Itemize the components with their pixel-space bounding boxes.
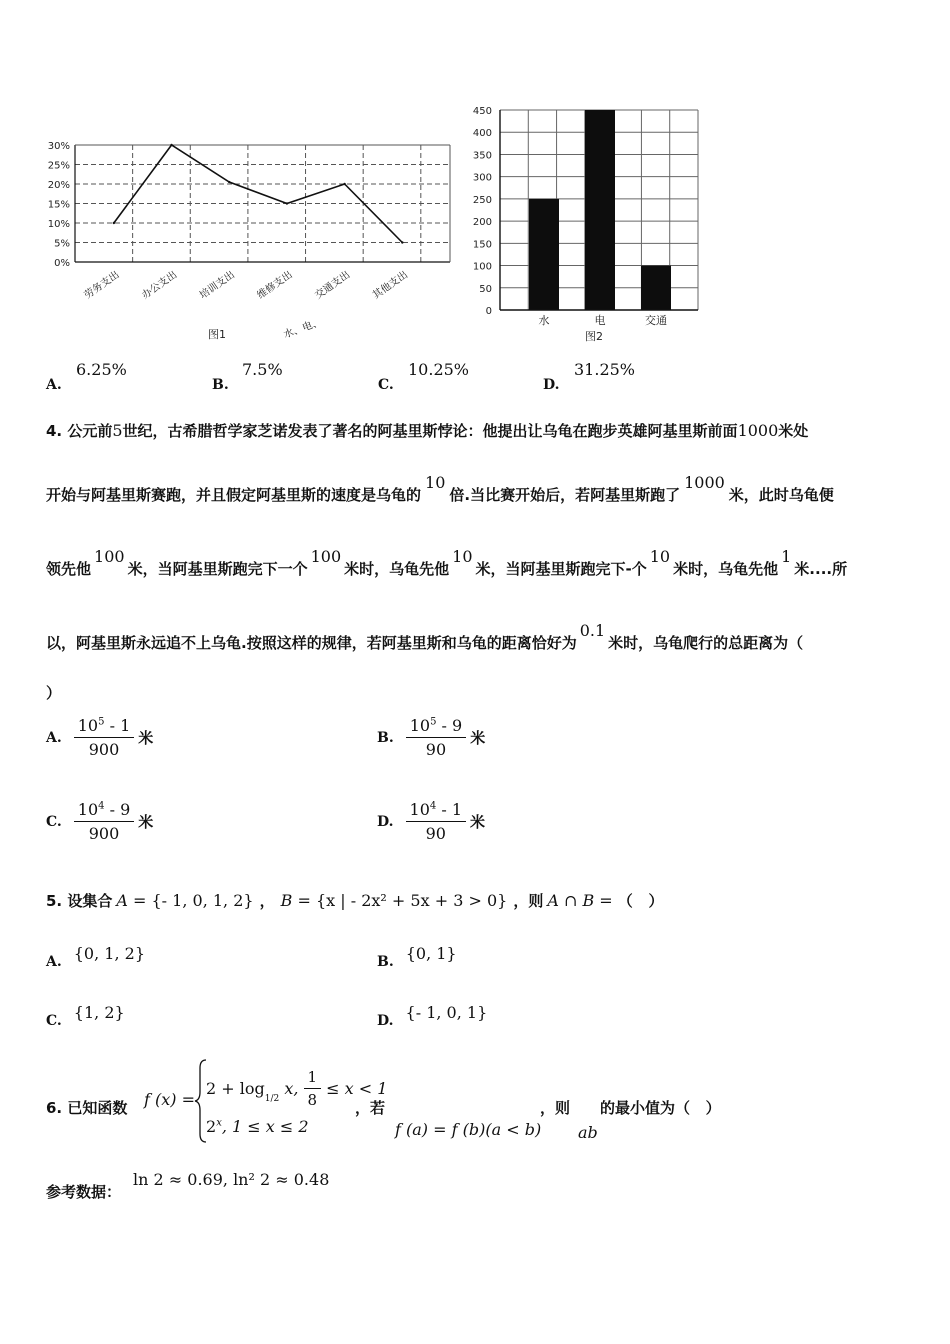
bar bbox=[641, 266, 671, 310]
x-tick-label: 水 bbox=[538, 314, 550, 327]
fraction-numerator bbox=[406, 716, 467, 738]
x-tick-label: 劳务支出 bbox=[82, 269, 122, 302]
reference-data-label: 参考数据： bbox=[46, 1183, 122, 1201]
q5-option-a[interactable] bbox=[46, 944, 145, 970]
y-tick-label: 150 bbox=[472, 239, 492, 251]
data-point bbox=[228, 181, 230, 183]
q4-number: 5 bbox=[112, 421, 123, 440]
q4-number: 100 bbox=[310, 547, 342, 566]
q5-stem bbox=[46, 890, 663, 911]
q6-prefix: 6. 已知函数 bbox=[46, 1099, 128, 1117]
case1-variable: x, bbox=[279, 1079, 304, 1098]
y-tick-label: 20% bbox=[47, 180, 70, 191]
num-base: 10 bbox=[409, 716, 431, 735]
fraction-denominator: 900 bbox=[88, 740, 120, 759]
q4-line-2 bbox=[46, 473, 834, 505]
q3-option-d-value: 31.25% bbox=[574, 360, 636, 379]
q5-option-letter: C. bbox=[46, 1012, 62, 1029]
y-tick-label: 300 bbox=[472, 172, 492, 184]
data-point bbox=[286, 202, 288, 204]
intersection-expression: A ∩ B = bbox=[547, 891, 618, 910]
q4-line-5: ） bbox=[46, 684, 62, 702]
line-chart-grid bbox=[75, 145, 450, 262]
q4-text: 倍.当比赛开始后，若阿基里斯跑了 bbox=[449, 486, 681, 504]
y-tick-label: 400 bbox=[472, 128, 492, 140]
q4-number: 1000 bbox=[684, 473, 725, 492]
q4-text: 4. 公元前 bbox=[46, 422, 113, 440]
bar bbox=[585, 110, 615, 310]
y-tick-label: 250 bbox=[472, 194, 492, 206]
q4-text: 米时，乌龟爬行的总距离为（ bbox=[608, 634, 804, 652]
x-tick-label: 维修支出 bbox=[255, 269, 295, 302]
q4-text: 米处 bbox=[778, 422, 809, 440]
q4-text: 米，当阿基里斯跑完下一个 bbox=[127, 560, 308, 578]
q4-text: 米，此时乌龟便 bbox=[728, 486, 834, 504]
q4-option-fraction bbox=[406, 716, 467, 759]
line-chart-figure1 bbox=[30, 130, 470, 350]
q4-number: 1 bbox=[781, 547, 792, 566]
q4-line-1 bbox=[46, 420, 808, 441]
q5-option-b[interactable] bbox=[377, 944, 457, 970]
q6-if: ，若 bbox=[355, 1099, 386, 1117]
q3-option-letter: C. bbox=[378, 377, 394, 393]
num-exponent: 4 bbox=[429, 800, 437, 812]
case1-fraction bbox=[304, 1068, 322, 1109]
q6-function-name: f (x) = bbox=[144, 1090, 196, 1109]
num-exponent: 5 bbox=[430, 716, 437, 728]
comma: ， bbox=[259, 892, 275, 910]
q4-line-4 bbox=[46, 621, 804, 653]
data-point bbox=[170, 144, 172, 146]
num-exponent: 5 bbox=[98, 716, 105, 728]
line-chart-title: 图1 bbox=[208, 328, 226, 341]
fraction-denominator: 8 bbox=[307, 1091, 318, 1109]
fraction-denominator: 90 bbox=[425, 740, 447, 759]
line-chart-note: 水、电、 bbox=[282, 316, 324, 341]
data-point bbox=[343, 183, 345, 185]
piecewise-case-2 bbox=[206, 1117, 309, 1136]
num-base: 10 bbox=[409, 800, 430, 819]
q5-option-letter: D. bbox=[377, 1012, 394, 1029]
q4-option-letter: C. bbox=[46, 813, 62, 830]
unit-label: 米 bbox=[470, 729, 486, 747]
equals-sign: = bbox=[292, 891, 316, 910]
x-tick-label: 其他支出 bbox=[370, 269, 411, 302]
bar bbox=[529, 199, 559, 310]
q3-option-letter: A. bbox=[46, 377, 62, 393]
fraction-numerator bbox=[74, 800, 135, 822]
y-tick-label: 450 bbox=[472, 106, 492, 117]
q4-text: 米....所 bbox=[794, 560, 848, 578]
y-tick-label: 0% bbox=[54, 258, 70, 269]
equals-sign: = bbox=[127, 891, 152, 910]
q4-number: 1000 bbox=[737, 421, 779, 440]
q3-option-a[interactable] bbox=[46, 374, 62, 393]
case2-condition: , 1 ≤ x ≤ 2 bbox=[221, 1117, 309, 1136]
q3-option-a-value: 6.25% bbox=[76, 360, 127, 379]
q4-option-a[interactable] bbox=[46, 716, 153, 759]
bar-chart-x-ticks bbox=[539, 313, 668, 327]
q5-option-value: {- 1, 0, 1} bbox=[405, 1003, 488, 1022]
y-tick-label: 100 bbox=[472, 261, 492, 273]
case1-condition: ≤ x < 1 bbox=[321, 1079, 388, 1098]
line-chart-series bbox=[113, 144, 404, 244]
num-rest: - 1 bbox=[104, 716, 131, 735]
q3-option-b[interactable] bbox=[212, 374, 229, 393]
q4-option-fraction bbox=[74, 800, 135, 843]
q4-number: 0.1 bbox=[579, 621, 606, 640]
bar-chart-figure2 bbox=[465, 100, 715, 345]
y-tick-label: 50 bbox=[479, 283, 492, 295]
case2-exponent: x bbox=[216, 1117, 222, 1129]
q5-option-c[interactable] bbox=[46, 1003, 125, 1029]
q5-option-value: {1, 2} bbox=[73, 1003, 125, 1022]
q5-then: ，则 bbox=[513, 892, 544, 910]
q4-text: 米时，乌龟先他 bbox=[673, 560, 779, 578]
num-rest: - 9 bbox=[104, 800, 131, 819]
q3-option-c[interactable] bbox=[378, 374, 394, 393]
fraction-denominator: 90 bbox=[425, 824, 446, 843]
series-line bbox=[114, 145, 402, 243]
x-tick-label: 办公支出 bbox=[140, 269, 180, 302]
set-b-body: {x | - 2x² + 5x + 3 > 0} bbox=[315, 891, 508, 910]
q4-text: 以，阿基里斯永远追不上乌龟.按照这样的规律，若阿基里斯和乌龟的距离恰好为 bbox=[46, 634, 577, 652]
bar-chart-title: 图2 bbox=[585, 330, 603, 343]
fraction-denominator: 900 bbox=[88, 824, 120, 843]
q4-option-fraction bbox=[74, 716, 135, 759]
num-base: 10 bbox=[77, 800, 99, 819]
q4-option-letter: A. bbox=[46, 729, 62, 746]
y-tick-label: 0 bbox=[485, 306, 492, 317]
line-chart-y-ticks bbox=[48, 141, 70, 269]
q4-option-letter: B. bbox=[377, 729, 394, 746]
q4-line-3 bbox=[46, 547, 848, 579]
q4-option-d[interactable] bbox=[377, 800, 485, 843]
q6-condition: f (a) = f (b)(a < b) bbox=[395, 1120, 542, 1139]
q4-number: 10 bbox=[649, 547, 671, 566]
q5-prefix: 5. 设集合 bbox=[46, 892, 113, 910]
num-base: 10 bbox=[77, 716, 99, 735]
q6-product: ab bbox=[578, 1123, 598, 1142]
x-tick-label: 培训支出 bbox=[197, 269, 237, 302]
q4-number: 10 bbox=[425, 473, 446, 492]
q6-tail: 的最小值为（ ） bbox=[600, 1099, 721, 1117]
unit-label: 米 bbox=[138, 729, 154, 747]
q5-option-value: {0, 1, 2} bbox=[73, 944, 145, 963]
set-b-variable: B bbox=[280, 891, 293, 910]
q4-number: 10 bbox=[452, 547, 473, 566]
bar-chart-bars bbox=[529, 110, 671, 310]
case2-base: 2 bbox=[206, 1117, 217, 1136]
line-chart-x-ticks bbox=[81, 268, 410, 302]
x-tick-label: 交通支出 bbox=[313, 269, 353, 302]
y-tick-label: 15% bbox=[47, 199, 70, 211]
data-point bbox=[113, 222, 115, 224]
reference-data-value: ln 2 ≈ 0.69, ln² 2 ≈ 0.48 bbox=[133, 1170, 330, 1189]
y-tick-label: 30% bbox=[47, 141, 70, 152]
q5-option-value: {0, 1} bbox=[405, 944, 457, 963]
x-tick-label: 交通 bbox=[645, 314, 667, 327]
num-exponent: 4 bbox=[98, 800, 105, 812]
q4-option-b[interactable] bbox=[377, 716, 485, 759]
bar-chart-y-ticks bbox=[473, 106, 492, 317]
y-tick-label: 5% bbox=[54, 238, 70, 250]
set-a-variable: A bbox=[116, 891, 128, 910]
fraction-numerator bbox=[406, 800, 467, 822]
q5-option-letter: A. bbox=[46, 953, 62, 970]
q3-option-c-value: 10.25% bbox=[408, 360, 470, 379]
y-tick-label: 200 bbox=[472, 217, 492, 229]
unit-label: 米 bbox=[138, 813, 154, 831]
case1-log-base-text: 2 + log bbox=[206, 1079, 265, 1098]
y-tick-label: 10% bbox=[47, 219, 70, 230]
q4-text: 领先他 bbox=[46, 560, 92, 578]
q4-option-c[interactable] bbox=[46, 800, 153, 843]
num-rest: - 1 bbox=[436, 800, 463, 819]
q6-then: ，则 bbox=[540, 1099, 571, 1117]
q5-option-d[interactable] bbox=[377, 1003, 488, 1029]
q3-option-letter: D. bbox=[543, 377, 560, 393]
set-a-body: {- 1, 0, 1, 2} bbox=[151, 891, 254, 910]
q4-option-letter: D. bbox=[377, 813, 394, 830]
q4-number: 100 bbox=[94, 547, 125, 566]
y-tick-label: 25% bbox=[47, 160, 70, 172]
q3-option-letter: B. bbox=[212, 377, 229, 393]
fraction-numerator: 1 bbox=[304, 1068, 322, 1089]
data-point bbox=[401, 241, 403, 243]
y-tick-label: 350 bbox=[472, 150, 492, 162]
q4-text: 开始与阿基里斯赛跑，并且假定阿基里斯的速度是乌龟的 bbox=[46, 486, 422, 504]
x-tick-label: 电 bbox=[594, 314, 606, 327]
unit-label: 米 bbox=[470, 813, 486, 831]
log-subscript: 1/2 bbox=[264, 1093, 280, 1104]
q3-option-d[interactable] bbox=[543, 374, 560, 393]
q5-tail: （ ） bbox=[617, 892, 664, 910]
q3-option-b-value: 7.5% bbox=[242, 360, 283, 379]
q4-text: 米，当阿基里斯跑完下-个 bbox=[475, 560, 647, 578]
q4-text: 米时，乌龟先他 bbox=[344, 560, 450, 578]
q4-text: 世纪，古希腊哲学家芝诺发表了著名的阿基里斯悖论：他提出让乌龟在跑步英雄阿基里斯前面 bbox=[122, 422, 738, 440]
q4-option-fraction bbox=[406, 800, 467, 843]
num-rest: - 9 bbox=[436, 716, 463, 735]
q5-option-letter: B. bbox=[377, 953, 394, 970]
fraction-numerator bbox=[74, 716, 135, 738]
